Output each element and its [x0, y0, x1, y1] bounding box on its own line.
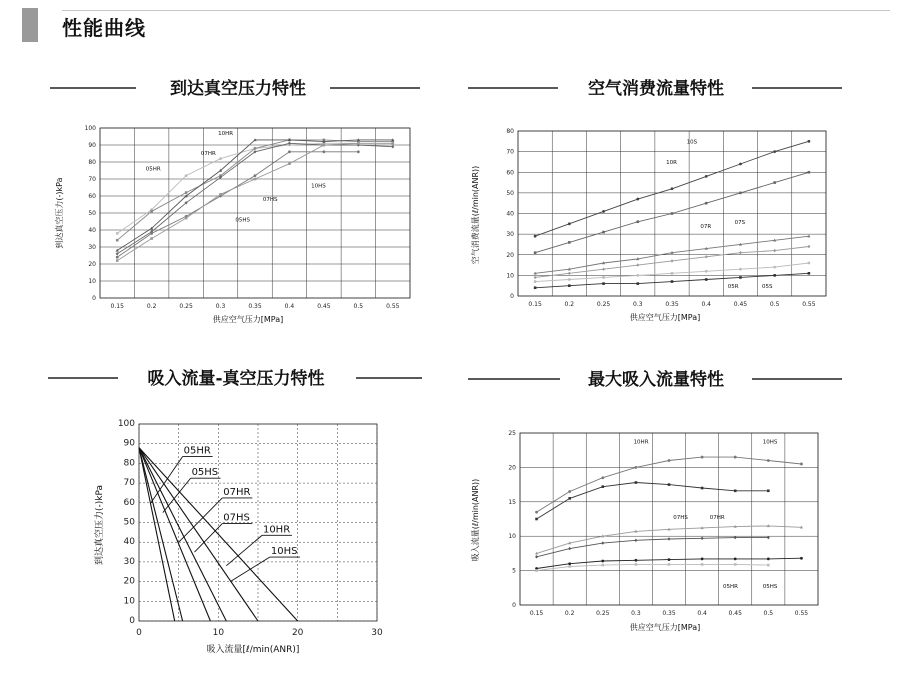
x-tick-label: 0.2 [564, 610, 575, 617]
x-tick-label: 0.4 [701, 301, 711, 308]
data-point [534, 286, 537, 289]
data-point [254, 174, 257, 177]
y-tick-label: 40 [88, 227, 96, 234]
data-point [634, 559, 637, 562]
data-point [671, 212, 674, 215]
x-tick-label: 0.55 [802, 301, 816, 308]
data-point [773, 249, 776, 252]
y-tick-label: 60 [123, 497, 135, 508]
data-point [701, 563, 704, 566]
data-point [602, 267, 605, 270]
data-point [535, 511, 538, 514]
series-label: 10HS [762, 439, 778, 446]
series-line [117, 143, 393, 260]
series-label: 10HR [633, 439, 649, 446]
y-tick-label: 50 [506, 189, 514, 197]
x-tick-label: 0.45 [728, 610, 742, 617]
y-tick-label: 20 [506, 251, 514, 259]
x-tick-label: 0.15 [529, 610, 544, 617]
y-tick-label: 30 [506, 231, 514, 239]
data-point [807, 140, 810, 143]
series-label: 07HR [200, 151, 216, 158]
page-title: 性能曲线 [62, 16, 146, 40]
data-point [773, 150, 776, 153]
data-point [773, 181, 776, 184]
chart-title: 到达真空压力特性 [170, 79, 306, 99]
x-axis-label: 供应空气压力[MPa] [629, 623, 701, 632]
y-tick-label: 20 [123, 576, 135, 587]
data-point [767, 489, 770, 492]
data-point [254, 178, 257, 181]
series-05HR [116, 142, 394, 235]
chart-max_suction [468, 369, 842, 632]
x-tick-label: 0.5 [763, 610, 774, 617]
y-tick-label: 10 [506, 272, 514, 280]
data-point [671, 280, 674, 283]
x-tick-label: 0.55 [794, 610, 809, 617]
data-point [568, 547, 571, 550]
x-tick-label: 0.5 [769, 301, 780, 308]
y-tick-label: 10 [508, 533, 516, 541]
x-axis-label: 供应空气压力[MPa] [212, 315, 284, 324]
x-tick-label: 10 [212, 628, 225, 638]
data-point [739, 268, 742, 271]
data-point [323, 144, 326, 147]
y-tick-label: 90 [123, 438, 135, 449]
data-point [535, 569, 538, 572]
data-point [568, 497, 571, 500]
data-point [219, 157, 222, 160]
data-point [568, 284, 571, 287]
data-point [668, 537, 671, 540]
series-label: 05HS [235, 217, 250, 224]
series-10S [534, 140, 811, 238]
x-tick-label: 0.45 [317, 303, 331, 310]
data-point [601, 564, 604, 567]
y-tick-label: 30 [123, 556, 135, 567]
y-tick-label: 100 [84, 125, 96, 132]
data-point [534, 276, 537, 279]
data-point [634, 539, 637, 542]
data-point [705, 278, 708, 281]
series-label: 10HR [218, 130, 234, 137]
data-point [668, 563, 671, 566]
x-tick-label: 0.2 [146, 303, 157, 310]
data-point [671, 259, 674, 262]
data-point [568, 278, 571, 281]
chart-title: 最大吸入流量特性 [588, 370, 724, 390]
series-label: 10HS [270, 546, 298, 558]
y-tick-label: 10 [88, 278, 96, 285]
series-line [117, 143, 393, 254]
series-label: 07HS [673, 515, 688, 521]
grid [520, 433, 818, 605]
data-point [602, 276, 605, 279]
data-point [734, 558, 737, 561]
data-point [668, 483, 671, 486]
x-tick-label: 0.35 [665, 301, 679, 308]
y-tick-label: 80 [88, 159, 96, 166]
series-label: 07R [700, 223, 712, 230]
x-tick-label: 30 [371, 628, 383, 638]
series-line [117, 140, 393, 240]
series-line [117, 140, 393, 251]
y-tick-label: 0 [129, 616, 135, 626]
data-point [807, 262, 810, 265]
x-tick-label: 0.35 [248, 303, 262, 310]
series-05HS [116, 142, 394, 262]
y-tick-label: 10 [123, 596, 135, 607]
data-point [534, 235, 537, 238]
leader-line [230, 557, 270, 582]
data-point [668, 558, 671, 561]
y-axis-label: 到达真空压力(-)kPa [55, 177, 64, 249]
data-point [568, 272, 571, 275]
series-05HS [139, 448, 183, 621]
data-point [800, 557, 803, 560]
data-point [568, 490, 571, 493]
data-point [568, 241, 571, 244]
leader-line [226, 535, 262, 565]
x-tick-label: 0.25 [596, 610, 610, 617]
series-label: 07HR [223, 486, 251, 498]
series-label: 05HR [145, 166, 161, 173]
series-10HS [116, 142, 395, 256]
data-point [185, 217, 188, 220]
series-label: 10S [686, 139, 698, 146]
data-point [739, 251, 742, 254]
data-point [535, 555, 538, 558]
data-point [185, 174, 188, 177]
series-10R [534, 171, 810, 254]
x-axis-label: 供应空气压力[MPa] [629, 313, 701, 322]
chart-vacuum [50, 78, 420, 324]
data-point [705, 270, 708, 273]
data-point [116, 256, 119, 259]
y-tick-label: 0 [512, 602, 516, 609]
y-tick-label: 40 [123, 537, 135, 548]
data-point [635, 481, 638, 484]
x-tick-label: 20 [291, 628, 304, 638]
data-point [668, 459, 671, 462]
x-tick-label: 0.15 [110, 303, 124, 310]
series-label: 05HS [191, 467, 219, 479]
data-point [808, 171, 811, 174]
data-point [800, 463, 803, 466]
data-point [116, 239, 119, 242]
x-tick-label: 0.25 [179, 303, 193, 310]
leader-line [179, 498, 223, 542]
data-point [773, 274, 776, 277]
series-label: 05R [727, 283, 739, 290]
data-point [357, 150, 360, 153]
series-line [139, 448, 183, 621]
y-tick-label: 0 [92, 295, 96, 302]
data-point [767, 558, 770, 561]
y-tick-label: 70 [123, 478, 135, 489]
x-tick-label: 0.55 [386, 303, 400, 310]
series-label: 07HS [262, 197, 278, 204]
y-tick-label: 90 [88, 142, 96, 149]
data-point [288, 162, 291, 165]
x-tick-label: 0.35 [662, 610, 676, 617]
y-tick-label: 40 [506, 210, 514, 218]
data-point [288, 150, 291, 153]
x-tick-label: 0.15 [528, 301, 542, 308]
y-tick-label: 100 [117, 419, 135, 429]
leader-line [163, 478, 191, 512]
data-point [671, 272, 674, 275]
data-point [705, 175, 708, 178]
data-point [391, 145, 394, 148]
data-point [636, 274, 639, 277]
y-tick-label: 5 [512, 567, 516, 575]
data-point [739, 192, 742, 195]
data-point [601, 560, 604, 563]
series-07HR [116, 139, 394, 242]
data-point [601, 541, 604, 544]
data-point [671, 187, 674, 190]
data-point [534, 251, 537, 254]
data-point [807, 245, 810, 248]
series-label: 10R [666, 160, 677, 166]
data-point [705, 202, 708, 205]
x-tick-label: 0.3 [215, 303, 226, 310]
data-point [635, 563, 638, 566]
chart-title: 吸入流量-真空压力特性 [147, 369, 325, 389]
data-point [534, 280, 537, 283]
y-tick-label: 80 [506, 128, 514, 135]
data-point [773, 266, 776, 269]
series-label: 10HR [262, 524, 291, 536]
x-axis-label: 吸入流量[ℓ/min(ANR)] [206, 645, 300, 655]
y-tick-label: 80 [123, 458, 135, 469]
data-point [636, 220, 639, 223]
data-point [636, 198, 639, 201]
data-point [601, 485, 604, 488]
data-point [601, 476, 604, 479]
data-point [219, 193, 222, 196]
data-point [636, 282, 639, 285]
data-point [636, 263, 639, 266]
data-point [568, 562, 571, 565]
data-point [739, 163, 742, 166]
data-point [116, 259, 119, 262]
data-point [602, 210, 605, 213]
data-point [808, 272, 811, 275]
data-point [116, 232, 119, 235]
y-axis-label: 到达真空压力(-)kPa [95, 484, 105, 566]
y-tick-label: 30 [88, 244, 96, 251]
y-tick-label: 70 [506, 148, 514, 156]
series-label: 05S [761, 283, 773, 290]
y-tick-label: 0 [510, 293, 514, 300]
data-point [602, 282, 605, 285]
x-tick-label: 0.45 [733, 301, 748, 308]
series-label: 05HR [183, 445, 211, 457]
data-point [634, 466, 637, 469]
data-point [734, 456, 737, 459]
data-point [701, 537, 704, 540]
chart-suction_vacuum [48, 368, 422, 655]
data-point [391, 142, 394, 145]
series-label: 07S [734, 219, 746, 226]
y-tick-label: 20 [508, 464, 516, 472]
chart-title: 空气消费流量特性 [588, 79, 724, 99]
data-point [568, 222, 571, 225]
x-tick-label: 0.25 [596, 301, 611, 308]
data-point [701, 487, 704, 490]
series-label: 10HS [311, 183, 326, 190]
x-tick-label: 0.4 [284, 303, 295, 310]
data-point [357, 142, 360, 145]
y-axis-label: 吸入流量(ℓ/min(ANR)) [471, 478, 480, 562]
data-point [734, 489, 737, 492]
data-point [535, 518, 538, 521]
series-label: 05HS [762, 583, 778, 590]
y-tick-label: 25 [508, 430, 516, 437]
y-tick-label: 50 [88, 210, 96, 217]
data-point [767, 564, 770, 567]
y-tick-label: 15 [508, 498, 516, 506]
x-tick-label: 0 [136, 628, 142, 638]
series-label: 07HR [709, 515, 725, 521]
x-tick-label: 0.3 [633, 301, 643, 308]
x-tick-label: 0.5 [353, 303, 364, 310]
y-tick-label: 70 [88, 176, 96, 183]
x-tick-label: 0.4 [697, 610, 707, 617]
y-tick-label: 50 [123, 517, 135, 528]
data-point [701, 558, 704, 561]
data-point [254, 147, 257, 150]
series-label: 05HR [722, 583, 738, 590]
data-point [322, 150, 325, 153]
data-point [602, 231, 605, 234]
chart-consumption [468, 78, 842, 322]
x-tick-label: 0.3 [631, 610, 641, 617]
data-point [701, 456, 704, 459]
data-point [739, 276, 742, 279]
data-point [568, 565, 571, 568]
data-point [734, 563, 737, 566]
plot-frame [520, 433, 818, 605]
y-tick-label: 20 [88, 261, 96, 268]
y-tick-label: 60 [506, 169, 514, 177]
series-line [117, 143, 393, 233]
series-label: 07HS [223, 512, 250, 524]
data-point [705, 255, 708, 258]
data-point [150, 237, 153, 240]
y-tick-label: 60 [88, 193, 96, 200]
x-tick-label: 0.2 [564, 301, 575, 308]
y-axis-label: 空气消费流量(ℓ/min(ANR)) [471, 165, 480, 265]
data-point [150, 232, 153, 235]
data-point [185, 191, 188, 194]
data-point [767, 459, 770, 462]
data-point [150, 210, 153, 213]
